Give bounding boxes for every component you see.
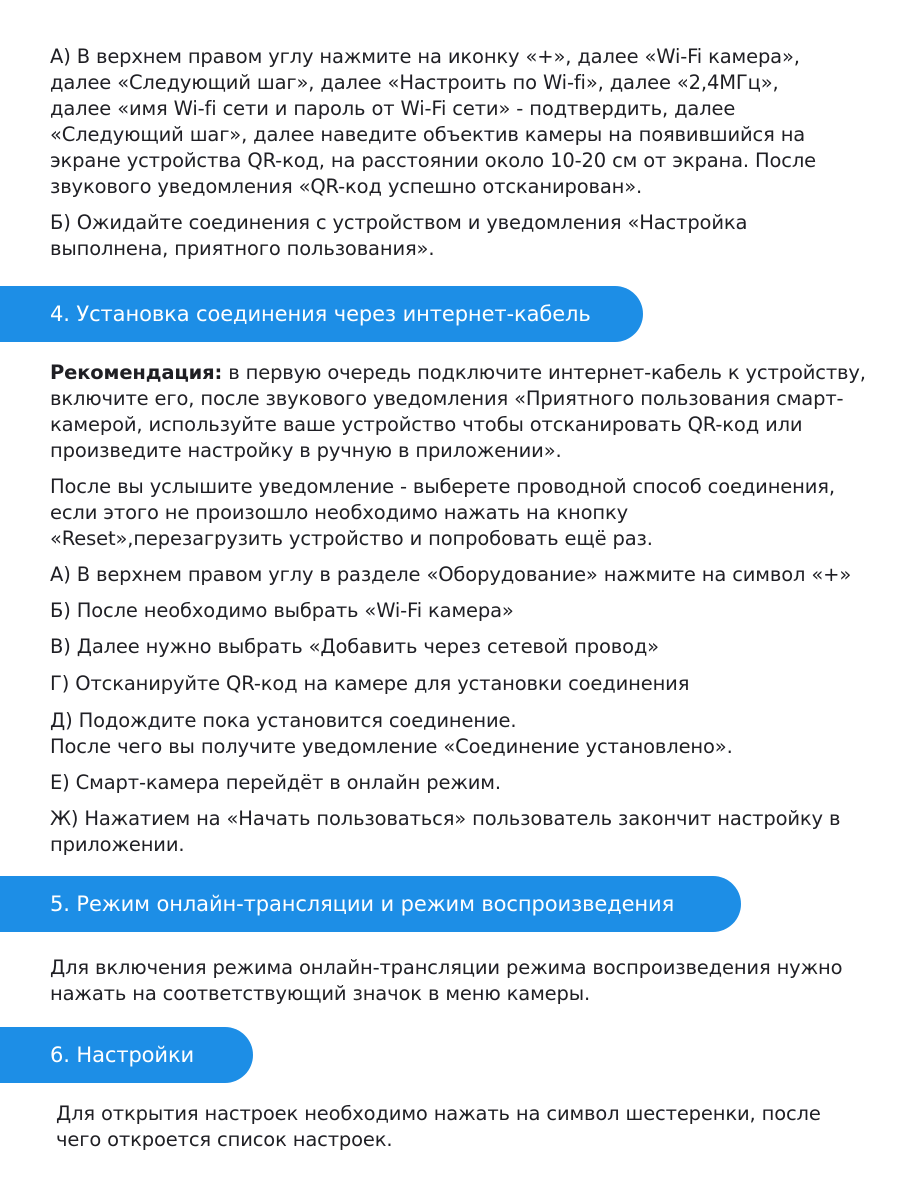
section-4-step-e: [50, 770, 870, 796]
text-line: выполнена, приятного пользования».: [50, 237, 435, 260]
text-line: камерой, используйте ваше устройство чтобы отсканировать QR-код или: [50, 413, 803, 436]
text-line: произведите настройку в ручную в приложении».: [50, 439, 562, 462]
text-line: После чего вы получите уведомление «Соединение установлено».: [50, 735, 733, 758]
section-5-body: [50, 955, 870, 1007]
recommendation-text: в первую очередь подключите интернет-кабель к устройству,: [222, 361, 866, 384]
section-4-step-g: [50, 671, 870, 697]
text-line: Б) Ожидайте соединения с устройством и уведомления «Настройка: [50, 211, 748, 234]
section-4-header: 4. Установка соединения через интернет-кабель: [0, 286, 643, 342]
text-line: нажать на соответствующий значок в меню камеры.: [50, 982, 591, 1005]
text-line: экране устройства QR-код, на расстоянии около 10-20 см от экрана. После: [50, 149, 817, 172]
section-4-step-a: [50, 562, 870, 588]
text-line: Ж) Нажатием на «Начать пользоваться» пользователь закончит настройку в: [50, 807, 841, 830]
section-5-header: 5. Режим онлайн-трансляции и режим воспроизведения: [0, 876, 741, 932]
section-4-step-v: [50, 634, 870, 660]
text-line: далее «имя Wi-fi сети и пароль от Wi-Fi сети» - подтвердить, далее: [50, 97, 736, 120]
text-line: включите его, после звукового уведомления «Приятного пользования смарт-: [50, 387, 844, 410]
intro-step-a: [50, 44, 870, 200]
text-line: Для открытия настроек необходимо нажать на символ шестеренки, после: [56, 1102, 821, 1125]
recommendation-label: Рекомендация:: [50, 361, 223, 384]
text-line: А) В верхнем правом углу в разделе «Оборудование» нажмите на символ «+»: [50, 563, 852, 586]
intro-step-b: [50, 210, 870, 262]
text-line: приложении.: [50, 833, 185, 856]
text-line: После вы услышите уведомление - выберете проводной способ соединения,: [50, 475, 835, 498]
section-4-step-zh: [50, 806, 870, 858]
text-line: «Следующий шаг», далее наведите объектив камеры на появившийся на: [50, 123, 806, 146]
text-line: [50, 360, 870, 386]
text-line: Д) Подождите пока установится соединение.: [50, 709, 517, 732]
text-line: Г) Отсканируйте QR-код на камере для установки соединения: [50, 672, 690, 695]
text-line: «Reset»,перезагрузить устройство и попробовать ещё раз.: [50, 527, 653, 550]
section-4-step-d: [50, 708, 870, 760]
text-line: чего откроется список настроек.: [56, 1128, 393, 1151]
section-4-after-notice: [50, 474, 870, 552]
text-line: Б) После необходимо выбрать «Wi-Fi камера»: [50, 599, 514, 622]
section-4-recommendation: [50, 360, 870, 464]
text-line: А) В верхнем правом углу нажмите на иконку «+», далее «Wi-Fi камера»,: [50, 45, 800, 68]
text-line: далее «Следующий шаг», далее «Настроить по Wi-fi», далее «2,4МГц»,: [50, 71, 779, 94]
section-6-body: [56, 1101, 876, 1153]
text-line: Для включения режима онлайн-трансляции режима воспроизведения нужно: [50, 956, 843, 979]
text-line: звукового уведомления «QR-код успешно отсканирован».: [50, 175, 643, 198]
text-line: В) Далее нужно выбрать «Добавить через сетевой провод»: [50, 635, 659, 658]
text-line: если этого не произошло необходимо нажать на кнопку: [50, 501, 629, 524]
section-4-step-b: [50, 598, 870, 624]
text-line: Е) Смарт-камера перейдёт в онлайн режим.: [50, 771, 501, 794]
section-6-header: 6. Настройки: [0, 1027, 253, 1083]
